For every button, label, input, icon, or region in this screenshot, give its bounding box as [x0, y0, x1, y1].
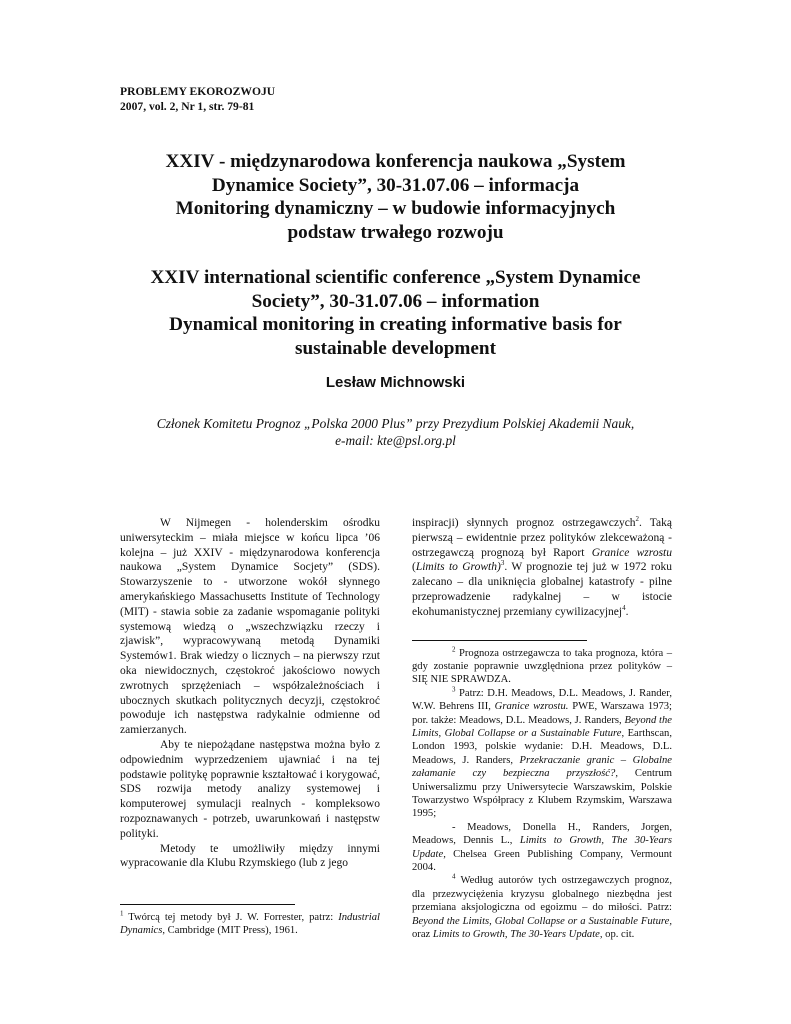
author-name: Lesław Michnowski — [325, 374, 466, 391]
footnote-4: $^4$ Według autorów tych ostrzegawczych prognoz, dla przezwyciężenia kryzysu globalnego niezbędna jest przemiana aksjologiczna od egoizmu – do miłości. Patrz: Beyond the Limits, Global Collapse or a Sustainable Future, oraz Limits to Growth, The 30-Years Update, op. cit. — [412, 872, 672, 941]
journal-header — [120, 84, 275, 114]
title-en-line: sustainable development — [295, 337, 496, 359]
paragraph: inspiracji) słynnych prognoz ostrzegawczych$^2$. Taką pierwszą – ewidentnie przez polityków zlekceważoną - ostrzegawczą prognozą był Raport Granice wzrostu (Limits to Growth)$^3$. W prognozie tej już w 1972 roku zalecano – dla uniknięcia globalnej katastrofy - pilne przeprowadzenie radykalnej – w istocie ekohumanistycznej przemiany cywilizacyjnej$^4$. — [412, 515, 672, 618]
footnote-1: $^1$ Twórcą tej metody był J. W. Forrester, patrz: Industrial Dynamics, Cambridge (MIT Press), 1961. — [120, 909, 380, 937]
affiliation-email: e-mail: kte@psl.org.pl — [335, 433, 456, 448]
footnote-ref: 2 — [635, 515, 640, 524]
right-column — [412, 516, 672, 942]
footnote-divider — [120, 904, 295, 905]
title-en-line: XXIV international scientific conference „System Dynamice — [150, 267, 641, 288]
footnote-3: $^3$ Patrz: D.H. Meadows, D.L. Meadows, J. Rander, W.W. Behrens III, Granice wzrostu. PWE, Warszawa 1973; por. także: Meadows, D.L. Meadows, J. Randers, Beyond the Limits, Global Collapse or a Sustainable Future, Earthscan, London 1993, polskie wydanie: D.H. Meadows, D.L. Meadows, J. Randers, Przekraczanie granic – Globalne załamanie czy bezpieczna przyszłość?, Centrum Uniwersalizmu przy Uniwersytecie Warszawskim, Polskie Towarzystwo Współpracy z Klubem Rzymskim, Warszawa 1995; — [412, 685, 673, 820]
footnote-number: 4 — [452, 872, 456, 881]
title-english — [110, 266, 681, 360]
title-en-line: Society”, 30-31.07.06 – information — [251, 290, 540, 312]
footnote-ref: 4 — [622, 603, 626, 612]
footnote-2: $^2$ Prognoza ostrzegawcza to taka prognoza, która – gdy zostanie poprawnie uwzględniona przez polityków – SIĘ NIE SPRAWDZA. — [412, 645, 672, 686]
journal-name: PROBLEMY EKOROZWOJU — [120, 85, 276, 98]
footnote-number: 2 — [452, 645, 456, 654]
title-en-line: Dynamical monitoring in creating informative basis for — [169, 314, 622, 335]
paragraph: Aby te niepożądane następstwa można było z odpowiednim wyprzedzeniem ujawniać i na tej podstawie politykę poprawnie kształtować i korygować, SDS rozwija metody analizy systemowej i komputerowej symulacji realnych - kompleksowo rozpoznawanych - potrzeb, uwarunkowań i następstw polityki. — [120, 738, 380, 840]
title-pl-line: XXIV - międzynarodowa konferencja naukowa „System — [165, 151, 626, 172]
left-column — [120, 516, 380, 871]
left-footnotes — [120, 904, 380, 938]
affiliation — [110, 415, 681, 449]
journal-issue: 2007, vol. 2, Nr 1, str. 79-81 — [120, 100, 255, 113]
title-pl-line: Monitoring dynamiczny – w budowie informacyjnych — [175, 198, 616, 219]
footnote-divider — [412, 640, 587, 641]
footnote-3-continued: - Meadows, Donella H., Randers, Jorgen, Meadows, Dennis L., Limits to Growth, The 30-Years Update, Chelsea Green Publishing Company, Vermount 2004. — [412, 821, 672, 874]
footnote-number: 1 — [120, 909, 124, 918]
paragraph: W Nijmegen - holenderskim ośrodku uniwersyteckim – miała miejsce w końcu lipca ’06 kolejna – już XXIV - międzynarodowa konferencja naukowa „System Dynamice Socjety” (SDS). Stowarzyszenie to - utworzone wokół słynnego amerykańskiego Massachusetts Institute of Technology (MIT) - stawia sobie za zadanie wspomaganie polityki systemową wiedzą o „wszechzwiązku rzeczy i zjawisk”, wypracowywaną metodą Dynamiki Systemów1. Brak wiedzy o licznych – na pierwszy rzut oka niewidocznych, częstokroć jakościowo nowych zwrotnych sprzężeniach – współzależnościach i ubocznych skutkach politycznych decyzji, częstokroć powoduje ich następstwa radykalnie odmienne od zamierzanych. — [120, 517, 380, 737]
footnote-number: 3 — [452, 685, 456, 694]
title-pl-line: Dynamice Society”, 30-31.07.06 – informacja — [211, 174, 580, 196]
affiliation-line: Członek Komitetu Prognoz „Polska 2000 Plus” przy Prezydium Polskiej Akademii Nauk, — [156, 416, 635, 431]
footnote-ref: 3 — [500, 559, 505, 568]
paragraph: Metody te umożliwiły między innymi wypracowanie dla Klubu Rzymskiego (lub z jego — [120, 842, 380, 870]
title-polish — [110, 150, 681, 244]
title-pl-line: podstaw trwałego rozwoju — [287, 221, 504, 243]
